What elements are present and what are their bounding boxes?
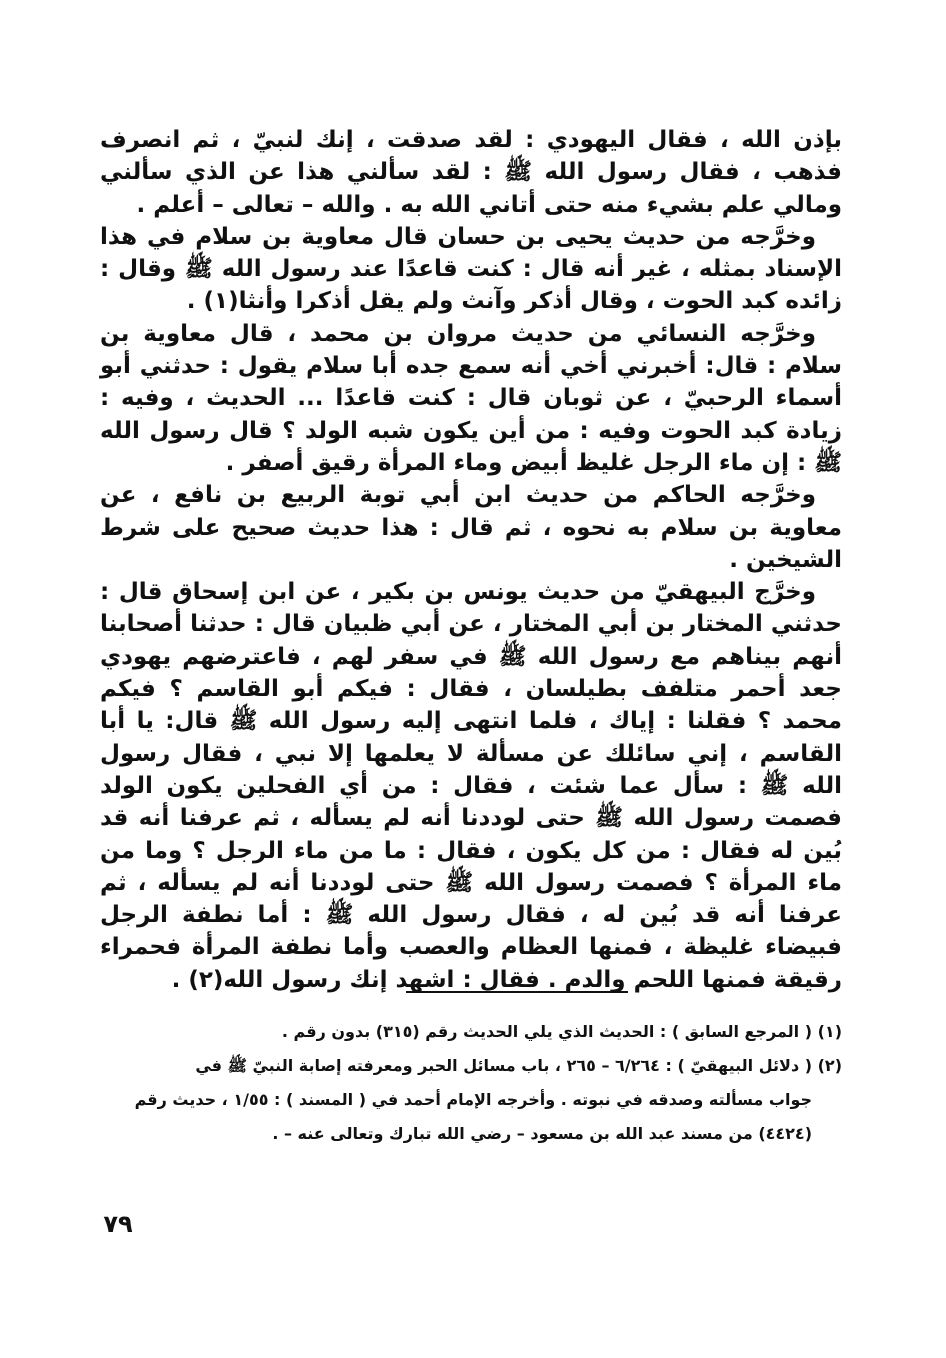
paragraph-2: وخرَّجه من حديث يحيى بن حسان قال معاوية بن سلام في هذا الإسناد بمثله ، غير أنه قال : كنت قاعدًا عند رسول الله ﷺ وقال : زائده كبد الحوت ، وقال أذكر وآنث ولم يقل أذكرا وأنثا(١) . [100, 223, 842, 315]
footnote-2-line-1: (٢) ( دلائل البيهقيّ ) : ٦/٢٦٤ – ٢٦٥ ، باب مسائل الحبر ومعرفته إصابة النبيّ ﷺ في [195, 1056, 842, 1075]
main-text [100, 124, 842, 996]
footnotes [100, 1016, 842, 1152]
footnote-1: (١) ( المرجع السابق ) : الحديث الذي يلي الحديث رقم (٣١٥) بدون رقم . [281, 1022, 842, 1041]
paragraph-5: وخرَّج البيهقيّ من حديث يونس بن بكير ، عن ابن إسحاق قال : حدثني المختار بن أبي المختار ، عن أبي ظبيان قال : حدثنا أصحابنا أنهم بيناهم مع رسول الله ﷺ في سفر لهم ، فاعترضهم يهودي جعد أحمر متلفف بطيلسان ، فقال : فيكم أبو القاسم ؟ فيكم محمد ؟ فقلنا : إياك ، فلما انتهى إليه رسول الله ﷺ قال: يا أبا القاسم ، إني سائلك عن مسألة لا يعلمها إلا نبي ، فقال رسول الله ﷺ : سأل عما شئت ، فقال : من أي الفحلين يكون الولد فصمت رسول الله ﷺ حتى لوددنا أنه لم يسأله ، ثم عرفنا أنه قد بُين له فقال : من كل يكون ، فقال : ما من ماء الرجل ؟ وما من ماء المرأة ؟ فصمت رسول الله ﷺ حتى لوددنا أنه لم يسأله ، ثم عرفنا أنه قد بُين له ، فقال رسول الله ﷺ : أما نطفة الرجل فبيضاء غليظة ، فمنها العظام والعصب وأما نطفة المرأة فحمراء رقيقة فمنها اللحم والدم . فقال : اشهد إنك رسول الله(٢) . [100, 579, 842, 993]
paragraph-4: وخرَّجه الحاكم من حديث ابن أبي توبة الربيع بن نافع ، عن معاوية بن سلام به نحوه ، ثم قال : هذا حديث صحيح على شرط الشيخين . [100, 482, 842, 573]
footnote-2-line-3: (٤٤٢٤) من مسند عبد الله بن مسعود – رضي الله تبارك وتعالى عنه – . [272, 1124, 812, 1143]
paragraph-1: بإذن الله ، فقال اليهودي : لقد صدقت ، إنك لنبيّ ، ثم انصرف فذهب ، فقال رسول الله ﷺ : لقد سألني هذا عن الذي سألني ومالي علم بشيء منه حتى أتاني الله به . والله – تعالى – أعلم . [100, 127, 842, 218]
footnote-separator [406, 991, 628, 993]
page-number: ٧٩ [103, 1210, 133, 1238]
paragraph-3: وخرَّجه النسائي من حديث مروان بن محمد ، قال معاوية بن سلام : قال: أخبرني أخي أنه سمع جده أبا سلام يقول : حدثني أبو أسماء الرحبيّ ، عن ثوبان قال : كنت قاعدًا ... الحديث ، وفيه : زيادة كبد الحوت وفيه : من أين يكون شبه الولد ؟ قال رسول الله ﷺ : إن ماء الرجل غليظ أبيض وماء المرأة رقيق أصفر . [100, 320, 842, 476]
footnote-2-line-2: جواب مسألته وصدقه في نبوته . وأخرجه الإمام أحمد في ( المسند ) : ١/٥٥ ، حديث رقم [134, 1090, 812, 1109]
